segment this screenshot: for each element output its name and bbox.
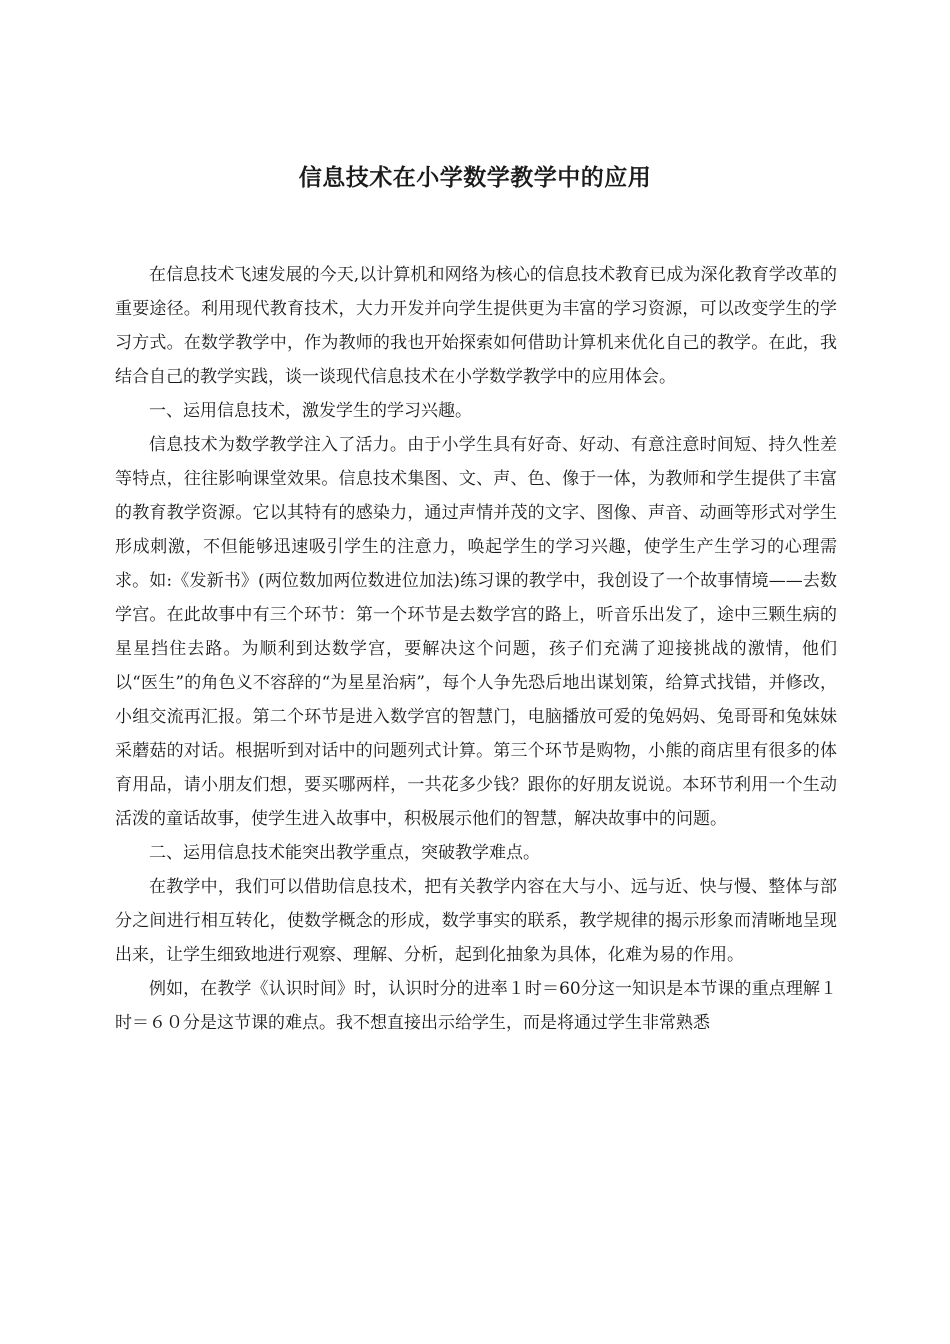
paragraph-section-1: 信息技术为数学教学注入了活力。由于小学生具有好奇、好动、有意注意时间短、持久性差等特点，往往影响课堂效果。信息技术集图、文、声、色、像于一体，为教师和学生提供了丰富的教育教学资源。它以其特有的感染力，通过声情并茂的文字、图像、声音、动画等形式对学生形成刺激，不但能够迅速吸引学生的注意力，唤起学生的学习兴趣，使学生产生学习的心理需求。如:《发新书》(两位数加两位数进位加法)练习课的教学中，我创设了一个故事情境——去数学宫。在此故事中有三个环节：第一个环节是去数学宫的路上，听音乐出发了，途中三颗生病的星星挡住去路。为顺利到达数学宫，要解决这个问题，孩子们充满了迎接挑战的激情，他们以“医生”的角色义不容辞的“为星星治病”，每个人争先恐后地出谋划策，给算式找错，并修改，小组交流再汇报。第二个环节是进入数学宫的智慧门，电脑播放可爱的兔妈妈、兔哥哥和兔妹妹采蘑菇的对话。根据听到对话中的问题列式计算。第三个环节是购物，小熊的商店里有很多的体育用品，请小朋友们想，要买哪两样，一共花多少钱？跟你的好朋友说说。本环节利用一个生动活泼的童话故事，使学生进入故事中，积极展示他们的智慧，解决故事中的问题。 bbox=[115, 435, 837, 829]
document-title: 信息技术在小学数学教学中的应用 bbox=[298, 165, 652, 191]
section-heading-1: 一、运用信息技术，激发学生的学习兴趣。 bbox=[149, 401, 472, 421]
paragraph-example: 例如，在教学《认识时间》时，认识时分的进率１时＝60分这一知识是本节课的重点理解１时＝６０分是这节课的难点。我不想直接出示给学生，而是将通过学生非常熟悉 bbox=[115, 979, 837, 1033]
paragraph-section-2: 在教学中，我们可以借助信息技术，把有关教学内容在大与小、远与近、快与慢、整体与部分之间进行相互转化，使数学概念的形成，数学事实的联系，教学规律的揭示形象而清晰地呈现出来，让学生细致地进行观察、理解、分析，起到化抽象为具体，化难为易的作用。 bbox=[115, 877, 837, 965]
document-body bbox=[115, 258, 837, 1040]
section-heading-2: 二、运用信息技术能突出教学重点，突破教学难点。 bbox=[149, 843, 540, 863]
paragraph-intro: 在信息技术飞速发展的今天,以计算机和网络为核心的信息技术教育已成为深化教育学改革的重要途径。利用现代教育技术，大力开发并向学生提供更为丰富的学习资源，可以改变学生的学习方式。在数学教学中，作为教师的我也开始探索如何借助计算机来优化自己的教学。在此，我结合自己的教学实践，谈一谈现代信息技术在小学数学教学中的应用体会。 bbox=[115, 265, 837, 387]
